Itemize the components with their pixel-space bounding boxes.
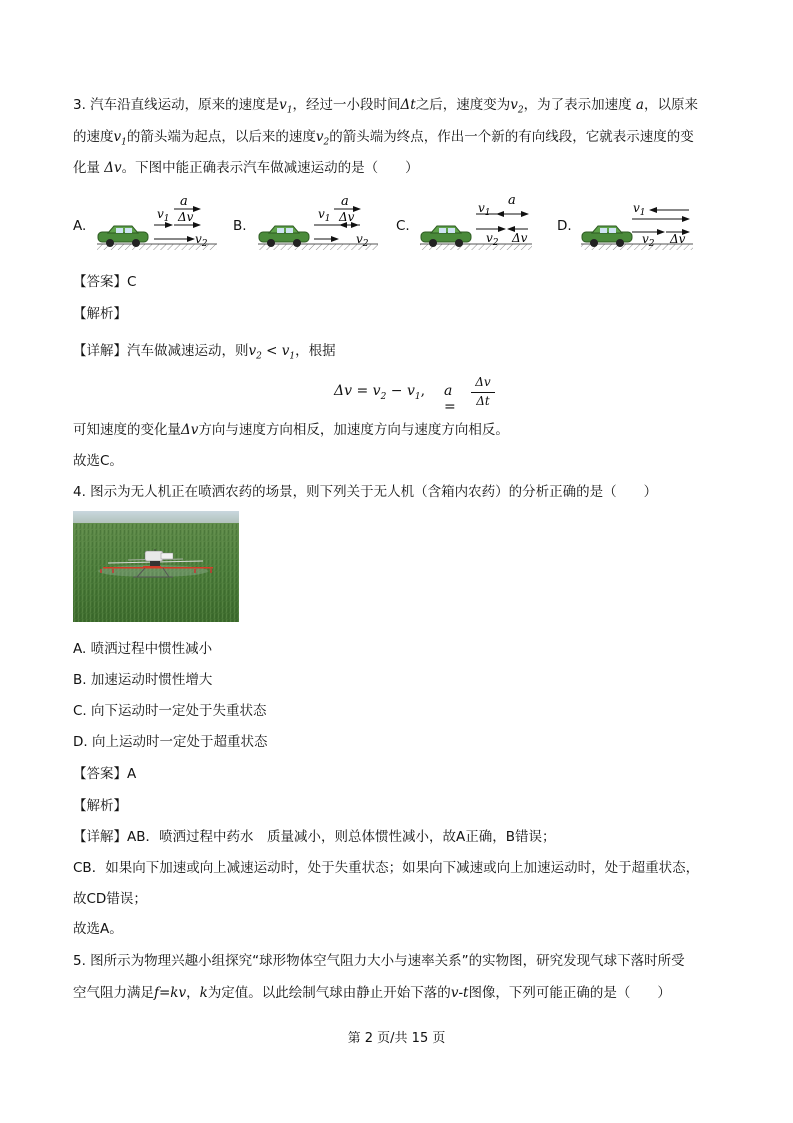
drone-spraying-photo (73, 511, 239, 622)
q5-text: 图像，下列可能正确的是（ ） (468, 985, 671, 1001)
svg-text:v1: $v_1$ (318, 207, 331, 224)
page-footer: 第 2 页/共 15 页 (347, 1031, 446, 1046)
option-d-diagram (581, 201, 693, 250)
q5-text: 空气阻力满足 (73, 985, 154, 1001)
fraction-bar (471, 392, 495, 393)
q5-line2 (73, 984, 671, 1002)
svg-text:Δv: Δv (339, 210, 355, 224)
v2-symbol: $v_2$ (315, 129, 330, 148)
q3-analysis-heading: 【解析】 (73, 306, 127, 322)
option-c-diagram (420, 193, 532, 250)
svg-text:v1: $v_1$ (157, 207, 170, 224)
q3-detail (73, 342, 336, 366)
svg-text:v1: $v_1$ (633, 201, 646, 218)
svg-text:v2: $v_2$ (195, 232, 208, 249)
q3-text: 3. 汽车沿直线运动，原来的速度是 (73, 97, 280, 113)
delta-v-equation: $\Delta v = v_2 - v_1$, (334, 383, 426, 402)
option-d-label: D. (557, 218, 572, 234)
v1-symbol: $v_1$ (113, 129, 127, 148)
q3-text: ，经过一小段时间 (292, 97, 401, 113)
svg-text:Δv: Δv (178, 210, 194, 224)
q5-text: ， (186, 985, 200, 1001)
q3-choice: 故选C。 (73, 453, 123, 469)
q3-text: 的箭头端为终点，作出一个新的有向线段，它就表示速度的变 (329, 129, 694, 145)
q3-detail-text: ，根据 (295, 343, 336, 359)
k-symbol: k (199, 985, 208, 1001)
v1-symbol: $v_1$ (279, 97, 293, 116)
svg-text:v2: $v_2$ (486, 231, 499, 248)
q4-option-b: B. 加速运动时惯性增大 (73, 672, 213, 688)
svg-text:a: a (508, 193, 516, 208)
q4-option-a: A. 喷洒过程中惯性减小 (73, 641, 213, 657)
q4-choice: 故选A。 (73, 921, 123, 937)
q3-text: 之后，速度变为 (415, 97, 511, 113)
fraction-denominator: Δt (476, 394, 490, 408)
q4-option-c: C. 向下运动时一定处于失重状态 (73, 703, 267, 719)
svg-text:v2: $v_2$ (642, 232, 655, 249)
svg-text:a: a (180, 194, 188, 209)
q3-text: 的箭头端为起点，以后来的速度 (126, 129, 316, 145)
svg-text:v2: $v_2$ (356, 232, 369, 249)
q3-text: ，以原来 (643, 97, 698, 113)
delta-v-symbol: Δv (100, 160, 122, 176)
option-a-diagram (97, 194, 217, 250)
q4-detail-2: CB．如果向下加速或向上减速运动时，处于失重状态；如果向下减速或向上加速运动时，处于超重状态， (73, 860, 700, 876)
a-symbol: a (631, 97, 644, 113)
option-b-label: B. (233, 218, 247, 234)
q3-conclusion-text: 可知速度的变化量 (73, 422, 181, 438)
q3-conclusion-text: 方向与速度方向相反，加速度方向与速度方向相反。 (198, 422, 509, 438)
v2-lt-v1-formula: $v_2 < v_1$ (248, 343, 296, 362)
q3-text: 化量 (73, 160, 100, 176)
q3-text: 。下图中能正确表示汽车做减速运动的是（ ） (121, 160, 419, 176)
a-equation: a = (444, 383, 456, 415)
q4-detail-3: 故CD错误； (73, 891, 147, 907)
q3-detail-text: 【详解】汽车做减速运动，则 (73, 343, 249, 359)
svg-text:Δv: Δv (670, 232, 686, 246)
q4-detail-1: 【详解】AB．喷洒过程中药水 质量减小，则总体惯性减小，故A正确，B错误； (73, 829, 556, 845)
svg-text:v1: $v_1$ (478, 201, 491, 218)
q4-option-d: D. 向上运动时一定处于超重状态 (73, 734, 268, 750)
q4-answer: 【答案】A (73, 766, 137, 782)
fraction-numerator: Δv (475, 375, 491, 389)
q3-option-diagrams (0, 0, 793, 260)
delta-t-symbol: Δt (400, 97, 416, 113)
q3-answer: 【答案】C (73, 274, 137, 290)
delta-v-symbol: Δv (181, 422, 199, 438)
option-b-diagram (258, 194, 378, 250)
option-c-label: C. (396, 218, 410, 234)
vt-symbol: v-t (450, 985, 469, 1001)
q3-text: 的速度 (73, 129, 114, 145)
v2-symbol: $v_2$ (510, 97, 524, 116)
q4-analysis-heading: 【解析】 (73, 798, 127, 814)
option-a-label: A. (73, 218, 87, 234)
drag-formula: f=kv (154, 985, 187, 1001)
q4-stem: 4. 图示为无人机正在喷洒农药的场景，则下列关于无人机（含箱内农药）的分析正确的是（ ） (73, 484, 658, 500)
svg-text:a: a (341, 194, 349, 209)
q5-text: 为定值。以此绘制气球由静止开始下落的 (207, 985, 451, 1001)
q3-text: ，为了表示加速度 (523, 97, 632, 113)
q3-conclusion (73, 421, 509, 439)
q5-line1: 5. 图所示为物理兴趣小组探究“球形物体空气阻力大小与速率关系”的实物图，研究发现气球下落时所受 (73, 953, 685, 969)
svg-text:Δv: Δv (512, 231, 528, 245)
